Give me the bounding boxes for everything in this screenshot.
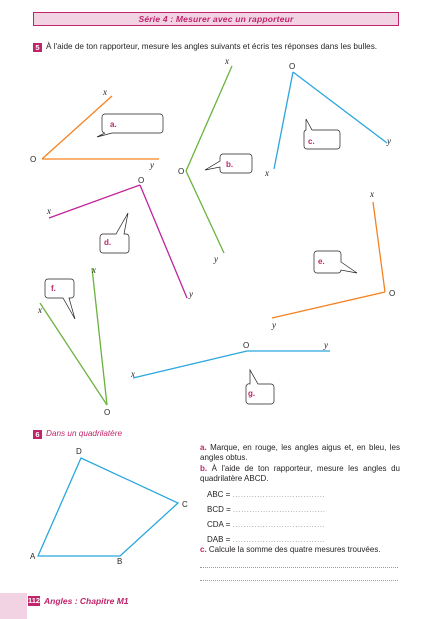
svg-text:y: y bbox=[189, 289, 193, 299]
ray-label-y: y bbox=[150, 160, 154, 170]
measure-dab: DAB = .................................. bbox=[207, 535, 326, 544]
angle-g bbox=[130, 340, 330, 379]
bubble-a bbox=[97, 114, 163, 137]
exercise-5-instruction: À l'aide de ton rapporteur, mesure les angles suivants et écris tes réponses dans les bulles. bbox=[46, 42, 378, 51]
question-c-letter: c. bbox=[200, 545, 207, 554]
answer-line-1 bbox=[200, 567, 398, 568]
svg-text:y: y bbox=[214, 254, 218, 264]
question-a-letter: a. bbox=[200, 443, 207, 452]
question-c bbox=[200, 545, 400, 555]
footer-chapter: Angles : Chapitre M1 bbox=[44, 596, 129, 606]
svg-text:b.: b. bbox=[226, 160, 234, 169]
svg-text:x: x bbox=[225, 56, 229, 66]
answer-line-2 bbox=[200, 580, 398, 581]
svg-text:x: x bbox=[92, 265, 96, 275]
question-a-text: Marque, en rouge, les angles aigus et, en bleu, les angles obtus. bbox=[200, 443, 400, 462]
question-b-text: À l'aide de ton rapporteur, mesure les angles du quadrilatère ABCD. bbox=[200, 464, 400, 483]
question-b-letter: b. bbox=[200, 464, 208, 473]
svg-text:O: O bbox=[178, 167, 185, 176]
bubble-label-a: a. bbox=[110, 120, 117, 129]
svg-text:x: x bbox=[265, 168, 269, 178]
question-a bbox=[200, 443, 400, 463]
svg-text:g.: g. bbox=[248, 389, 256, 398]
bubble-g bbox=[246, 370, 274, 404]
bubble-c bbox=[304, 119, 340, 149]
point-label-d: D bbox=[76, 447, 82, 456]
svg-text:x: x bbox=[38, 305, 42, 315]
point-label-a: A bbox=[30, 552, 36, 561]
svg-text:O: O bbox=[104, 408, 111, 417]
bubble-b bbox=[205, 154, 252, 173]
quadrilateral-abcd bbox=[30, 447, 188, 566]
svg-text:O: O bbox=[138, 176, 145, 185]
question-b bbox=[200, 464, 400, 484]
point-label-b: B bbox=[117, 557, 123, 566]
exercise-6-number: 6 bbox=[33, 430, 42, 439]
svg-text:y: y bbox=[324, 340, 328, 350]
question-c-text: Calcule la somme des quatre mesures trouvées. bbox=[208, 545, 381, 554]
svg-text:c.: c. bbox=[308, 137, 315, 146]
angle-c bbox=[264, 62, 391, 178]
svg-text:O: O bbox=[243, 341, 250, 350]
svg-text:O: O bbox=[389, 289, 396, 298]
exercise-5-number: 5 bbox=[33, 43, 42, 52]
measure-cda: CDA = .................................. bbox=[207, 520, 326, 529]
page-number: 112 bbox=[28, 596, 41, 605]
measure-bcd: BCD = .................................. bbox=[207, 505, 326, 514]
bubble-e bbox=[314, 251, 357, 273]
measure-abc: ABC = .................................. bbox=[207, 490, 326, 499]
svg-text:O: O bbox=[289, 62, 296, 71]
svg-text:x: x bbox=[131, 369, 135, 379]
ray-label-x: x bbox=[103, 87, 107, 97]
exercise-6-title: Dans un quadrilatère bbox=[46, 429, 123, 438]
series-title: Série 4 : Mesurer avec un rapporteur bbox=[138, 14, 294, 24]
vertex-label: O bbox=[30, 155, 37, 164]
svg-text:x: x bbox=[370, 189, 374, 199]
point-label-c: C bbox=[182, 500, 188, 509]
svg-text:f.: f. bbox=[51, 284, 56, 293]
bubble-f bbox=[45, 279, 75, 319]
bubble-d bbox=[100, 213, 129, 253]
footer-bar bbox=[0, 593, 27, 619]
svg-text:y: y bbox=[387, 136, 391, 146]
svg-text:y: y bbox=[272, 320, 276, 330]
svg-text:d.: d. bbox=[104, 238, 112, 247]
svg-text:x: x bbox=[47, 206, 51, 216]
svg-text:e.: e. bbox=[318, 257, 325, 266]
